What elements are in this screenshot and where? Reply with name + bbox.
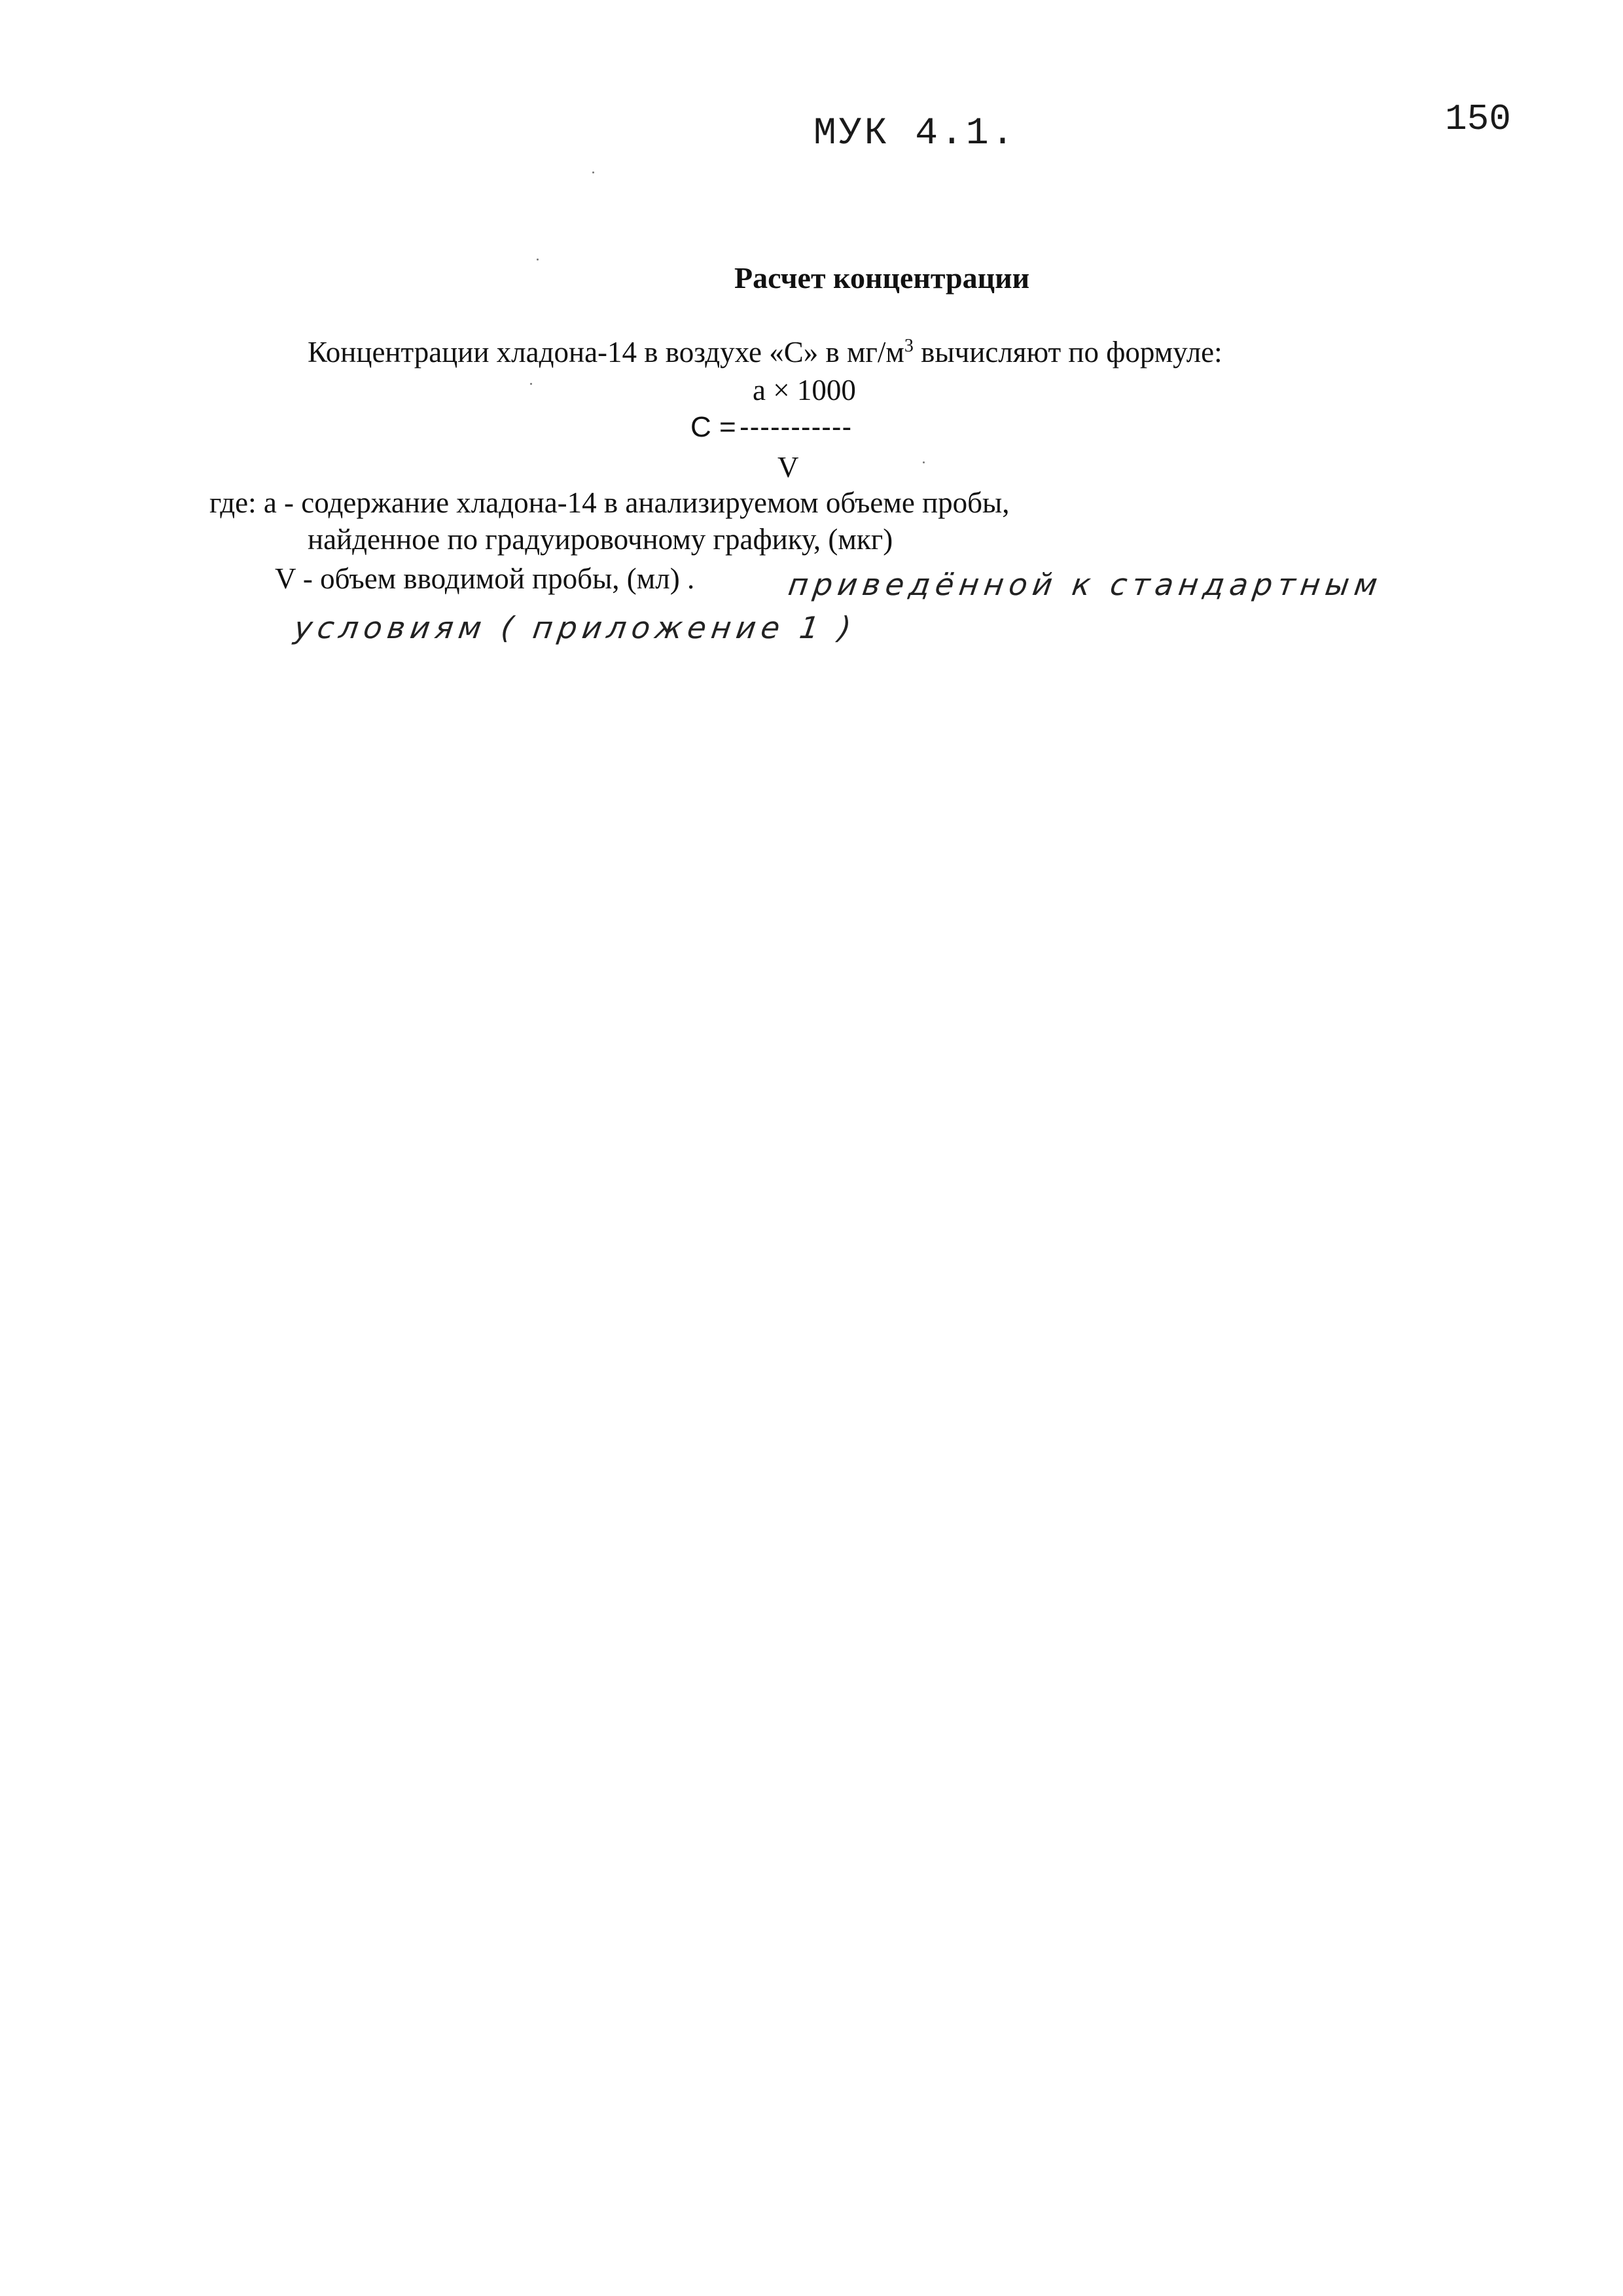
intro-superscript: 3 — [904, 336, 914, 356]
document-code: МУК 4.1. — [813, 113, 1017, 155]
intro-text: Концентрации хладона-14 в воздухе «С» в мг/м — [308, 336, 904, 368]
formula-lhs: C = — [690, 411, 736, 443]
scan-speck — [537, 259, 539, 260]
scan-speck — [923, 461, 925, 463]
definition-a-continued: найденное по градуировочному графику, (мкг) — [308, 523, 893, 556]
formula-fraction-line: ----------- — [740, 411, 853, 443]
page-number: 150 — [1445, 98, 1511, 140]
intro-text-end: вычисляют по формуле: — [913, 336, 1222, 368]
handwritten-note-line1: приведённой к стандартным — [786, 567, 1385, 602]
section-title: Расчет концентрации — [734, 261, 1030, 295]
scan-speck — [592, 171, 594, 173]
formula-numerator: a × 1000 — [753, 374, 856, 406]
intro-paragraph — [308, 335, 1222, 369]
scan-speck — [530, 383, 532, 385]
handwritten-note-line2: условиям ( приложение 1 ) — [292, 610, 859, 645]
formula-denominator: V — [777, 451, 799, 484]
definition-a: где: а - содержание хладона-14 в анализируемом объеме пробы, — [209, 486, 1010, 519]
definition-v: V - объем вводимой пробы, (мл) . — [275, 562, 695, 595]
